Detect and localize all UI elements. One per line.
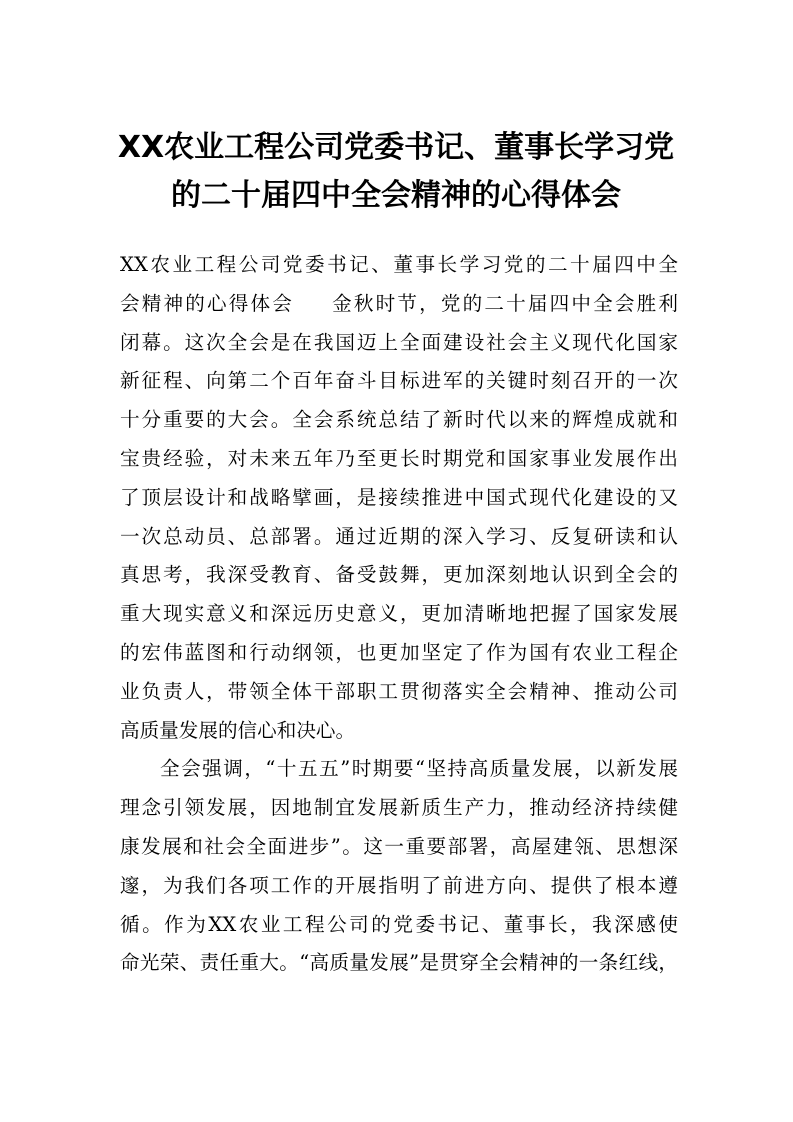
paragraph-1-line: 一次总动员、总部署。通过近期的深入学习、反复研读和认 — [120, 524, 678, 548]
paragraph-2-line: 邃，为我们各项工作的开展指明了前进方向、提供了根本遵 — [120, 873, 678, 897]
paragraph-1-line: XX农业工程公司党委书记、董事长学习党的二十届四中全 — [120, 253, 678, 276]
paragraph-1-line — [120, 285, 678, 324]
paragraph-1-line: 宝贵经验，对未来五年乃至更长时期党和国家事业发展作出 — [120, 446, 678, 470]
paragraph-2-line: 全会强调，“十五五”时期要“坚持高质量发展，以新发展 — [160, 757, 678, 781]
paragraph-1-line-part: 会精神的心得体会 — [120, 291, 294, 315]
paragraph-1-line: 新征程、向第二个百年奋斗目标进军的关键时刻召开的一次 — [120, 369, 678, 393]
paragraph-1-line: 业负责人，带领全体干部职工贯彻落实全会精神、推动公司 — [120, 679, 678, 703]
paragraph-1-line: 重大现实意义和深远历史意义，更加清晰地把握了国家发展 — [120, 602, 678, 626]
paragraph-1-line: 高质量发展的信心和决心。 — [120, 718, 356, 742]
paragraph-2-line: 循。作为XX农业工程公司的党委书记、董事长，我深感使 — [120, 912, 678, 936]
paragraph-1-line: 十分重要的大会。全会系统总结了新时代以来的辉煌成就和 — [120, 408, 678, 432]
paragraph-1-line: 了顶层设计和战略擘画，是接续推进中国式现代化建设的又 — [120, 485, 678, 509]
paragraph-1-line: 真思考，我深受教育、备受鼓舞，更加深刻地认识到全会的 — [120, 563, 678, 587]
document-body — [120, 246, 678, 983]
title-line-2: 的二十届四中全会精神的心得体会 — [171, 178, 621, 213]
paragraph-1-line: 闭幕。这次全会是在我国迈上全面建设社会主义现代化国家 — [120, 330, 678, 354]
paragraph-2-line: 命光荣、责任重大。“高质量发展”是贯穿全会精神的一条红线， — [120, 951, 678, 975]
paragraph-1-line: 的宏伟蓝图和行动纲领，也更加坚定了作为国有农业工程企 — [120, 640, 678, 664]
document-title — [96, 124, 696, 220]
paragraph-2-line: 理念引领发展，因地制宜发展新质生产力，推动经济持续健 — [120, 796, 678, 820]
title-line-1: XX农业工程公司党委书记、董事长学习党 — [117, 130, 675, 165]
paragraph-2 — [120, 750, 678, 983]
paragraph-2-line: 康发展和社会全面进步”。这一重要部署，高屋建瓴、思想深 — [120, 834, 678, 858]
paragraph-1 — [120, 246, 678, 750]
paragraph-1-line-part: 金秋时节，党的二十届四中全会胜利 — [330, 291, 678, 315]
